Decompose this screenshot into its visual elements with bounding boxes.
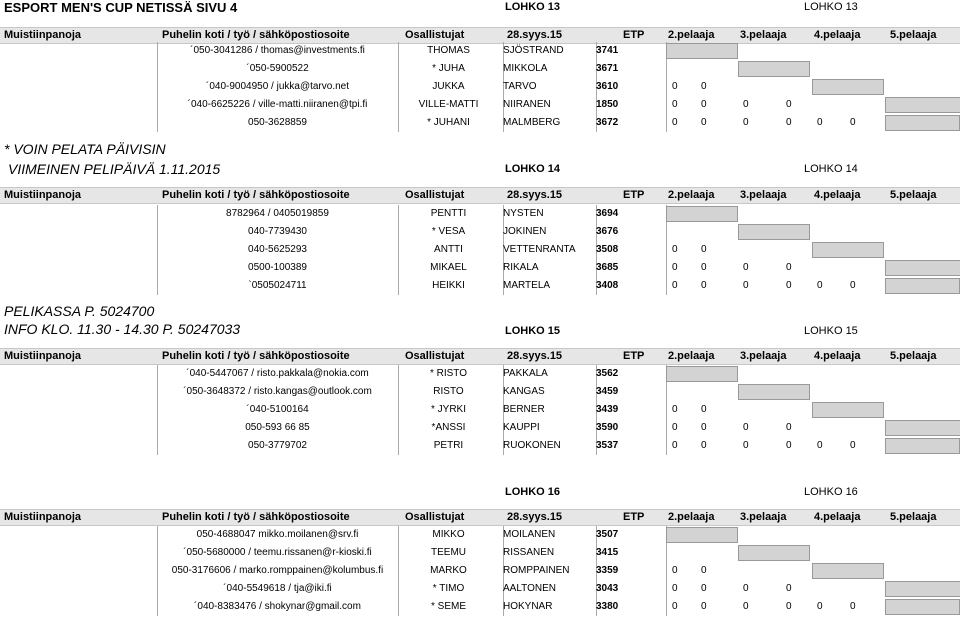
self-match-cell <box>885 438 960 454</box>
self-match-cell <box>738 224 810 240</box>
group-label: LOHKO 16 <box>505 486 561 498</box>
score-cell: 3685 <box>596 262 619 273</box>
column-header: 28.syys.15 <box>507 189 563 201</box>
last-name-cell: JOKINEN <box>503 226 547 237</box>
score-cell: 3408 <box>596 280 619 291</box>
result-cell: 0 <box>743 440 749 451</box>
column-header: Osallistujat <box>405 29 465 41</box>
score-cell: 3671 <box>596 63 619 74</box>
column-header: 4.pelaaja <box>814 511 861 523</box>
self-match-cell <box>885 260 960 276</box>
column-header: ETP <box>623 350 645 362</box>
table-header <box>0 348 960 365</box>
first-name-cell: * SEME <box>430 601 466 612</box>
phone-cell: 0500-100389 <box>248 262 307 273</box>
last-name-cell: BERNER <box>503 404 545 415</box>
score-cell: 3508 <box>596 244 619 255</box>
phone-cell: ´050-3041286 / thomas@investments.fi <box>190 45 365 56</box>
phone-cell: 050-3779702 <box>248 440 307 451</box>
last-name-cell: RISSANEN <box>503 547 555 558</box>
score-cell: 3537 <box>596 440 619 451</box>
last-name-cell: NIIRANEN <box>503 99 551 110</box>
phone-cell: ´050-5900522 <box>246 63 309 74</box>
result-cell: 0 <box>672 440 678 451</box>
last-name-cell: ROMPPAINEN <box>503 565 570 576</box>
result-cell: 0 <box>672 117 678 128</box>
cell-divider <box>666 241 667 259</box>
result-cell: 0 <box>701 99 707 110</box>
self-match-cell <box>885 115 960 131</box>
result-cell: 0 <box>786 601 792 612</box>
self-match-cell <box>666 527 738 543</box>
column-header: 4.pelaaja <box>814 29 861 41</box>
last-name-cell: SJÖSTRAND <box>503 45 564 56</box>
table-row <box>0 580 960 598</box>
column-header: 5.pelaaja <box>890 350 937 362</box>
result-cell: 0 <box>701 404 707 415</box>
group-label-right: LOHKO 13 <box>804 1 858 13</box>
column-header: 28.syys.15 <box>507 350 563 362</box>
first-name-cell: VILLE-MATTI <box>418 99 479 110</box>
first-name-cell: MIKKO <box>432 529 465 540</box>
table-row <box>0 401 960 419</box>
column-header: 3.pelaaja <box>740 350 787 362</box>
result-cell: 0 <box>850 440 856 451</box>
table-row <box>0 60 960 78</box>
group-label-right: LOHKO 15 <box>804 325 858 337</box>
phone-cell: 050-3628859 <box>248 117 307 128</box>
result-cell: 0 <box>672 422 678 433</box>
score-cell: 3359 <box>596 565 619 576</box>
phone-cell: 040-7739430 <box>248 226 307 237</box>
table-row <box>0 544 960 562</box>
column-header: Muistiinpanoja <box>4 29 81 41</box>
cell-divider <box>666 78 667 96</box>
column-header: 5.pelaaja <box>890 511 937 523</box>
score-cell: 3694 <box>596 208 619 219</box>
table-row <box>0 598 960 616</box>
first-name-cell: PETRI <box>433 440 464 451</box>
table-row <box>0 241 960 259</box>
phone-cell: ´040-5447067 / risto.pakkala@nokia.com <box>186 368 369 379</box>
phone-cell: 040-5625293 <box>248 244 307 255</box>
group-label: LOHKO 13 <box>505 1 561 13</box>
table-row <box>0 96 960 114</box>
result-cell: 0 <box>701 117 707 128</box>
last-name-cell: KAUPPI <box>503 422 540 433</box>
last-name-cell: TARVO <box>503 81 537 92</box>
result-cell: 0 <box>786 117 792 128</box>
column-header: Muistiinpanoja <box>4 511 81 523</box>
result-cell: 0 <box>701 583 707 594</box>
result-cell: 0 <box>786 262 792 273</box>
last-name-cell: MALMBERG <box>503 117 561 128</box>
first-name-cell: * TIMO <box>432 583 465 594</box>
self-match-cell <box>738 61 810 77</box>
result-cell: 0 <box>743 280 749 291</box>
result-cell: 0 <box>701 565 707 576</box>
table-row <box>0 526 960 544</box>
column-header: 5.pelaaja <box>890 29 937 41</box>
cell-divider <box>666 223 667 241</box>
last-name-cell: PAKKALA <box>503 368 548 379</box>
result-cell: 0 <box>672 81 678 92</box>
first-name-cell: *ANSSI <box>431 422 466 433</box>
table-row <box>0 365 960 383</box>
column-header: Muistiinpanoja <box>4 189 81 201</box>
first-name-cell: * VESA <box>431 226 466 237</box>
score-cell: 3043 <box>596 583 619 594</box>
first-name-cell: * RISTO <box>429 368 468 379</box>
last-name-cell: MARTELA <box>503 280 551 291</box>
group-label: LOHKO 15 <box>505 325 561 337</box>
table-row <box>0 259 960 277</box>
last-name-cell: HOKYNAR <box>503 601 553 612</box>
result-cell: 0 <box>786 583 792 594</box>
table-header <box>0 509 960 526</box>
last-name-cell: RUOKONEN <box>503 440 561 451</box>
result-cell: 0 <box>850 117 856 128</box>
cell-divider <box>666 383 667 401</box>
cell-divider <box>666 259 667 277</box>
result-cell: 0 <box>701 280 707 291</box>
first-name-cell: JUKKA <box>432 81 465 92</box>
column-header: 2.pelaaja <box>668 511 715 523</box>
table-row <box>0 78 960 96</box>
self-match-cell <box>812 563 884 579</box>
column-header: ETP <box>623 189 645 201</box>
column-header: 4.pelaaja <box>814 189 861 201</box>
column-header: Osallistujat <box>405 511 465 523</box>
cell-divider <box>666 544 667 562</box>
score-cell: 3507 <box>596 529 619 540</box>
result-cell: 0 <box>743 262 749 273</box>
note-weekdays: * VOIN PELATA PÄIVISIN <box>4 141 166 157</box>
score-cell: 3741 <box>596 45 619 56</box>
column-header: 28.syys.15 <box>507 511 563 523</box>
self-match-cell <box>885 581 960 597</box>
score-cell: 3676 <box>596 226 619 237</box>
first-name-cell: TEEMU <box>431 547 466 558</box>
result-cell: 0 <box>743 99 749 110</box>
cell-divider <box>666 401 667 419</box>
result-cell: 0 <box>786 440 792 451</box>
result-cell: 0 <box>786 422 792 433</box>
self-match-cell <box>738 545 810 561</box>
result-cell: 0 <box>701 601 707 612</box>
result-cell: 0 <box>672 262 678 273</box>
result-cell: 0 <box>817 601 823 612</box>
result-cell: 0 <box>817 440 823 451</box>
note-last-day: VIIMEINEN PELIPÄIVÄ 1.11.2015 <box>8 161 221 177</box>
first-name-cell: ANTTI <box>434 244 463 255</box>
table-row <box>0 223 960 241</box>
column-header: 2.pelaaja <box>668 189 715 201</box>
result-cell: 0 <box>672 583 678 594</box>
column-header: 2.pelaaja <box>668 350 715 362</box>
cell-divider <box>666 60 667 78</box>
self-match-cell <box>885 97 960 113</box>
result-cell: 0 <box>786 99 792 110</box>
result-cell: 0 <box>743 601 749 612</box>
group-label: LOHKO 14 <box>505 163 561 175</box>
column-header: Muistiinpanoja <box>4 350 81 362</box>
last-name-cell: MOILANEN <box>503 529 556 540</box>
column-header: 3.pelaaja <box>740 29 787 41</box>
self-match-cell <box>885 278 960 294</box>
phone-cell: 8782964 / 0405019859 <box>226 208 329 219</box>
score-cell: 3380 <box>596 601 619 612</box>
result-cell: 0 <box>701 422 707 433</box>
last-name-cell: NYSTEN <box>503 208 544 219</box>
result-cell: 0 <box>743 422 749 433</box>
result-cell: 0 <box>817 117 823 128</box>
first-name-cell: MIKAEL <box>430 262 467 273</box>
page-title: ESPORT MEN'S CUP NETISSÄ SIVU 4 <box>4 0 238 15</box>
self-match-cell <box>812 79 884 95</box>
first-name-cell: * JYRKI <box>430 404 466 415</box>
self-match-cell <box>666 43 738 59</box>
result-cell: 0 <box>743 583 749 594</box>
self-match-cell <box>885 420 960 436</box>
score-cell: 3415 <box>596 547 619 558</box>
note-info: INFO KLO. 11.30 - 14.30 P. 50247033 <box>4 321 241 337</box>
first-name-cell: * JUHA <box>432 63 465 74</box>
result-cell: 0 <box>743 117 749 128</box>
cell-divider <box>666 419 667 437</box>
column-header: ETP <box>623 29 645 41</box>
table-row <box>0 205 960 223</box>
result-cell: 0 <box>672 244 678 255</box>
column-header: 3.pelaaja <box>740 511 787 523</box>
phone-cell: ´040-5100164 <box>246 404 309 415</box>
result-cell: 0 <box>672 601 678 612</box>
column-header: ETP <box>623 511 645 523</box>
first-name-cell: * JUHANI <box>427 117 470 128</box>
table-row <box>0 114 960 132</box>
result-cell: 0 <box>786 280 792 291</box>
result-cell: 0 <box>672 99 678 110</box>
cell-divider <box>666 598 667 616</box>
score-cell: 3610 <box>596 81 619 92</box>
score-cell: 3439 <box>596 404 619 415</box>
table-row <box>0 42 960 60</box>
column-header: Puhelin koti / työ / sähköpostiosoite <box>162 350 350 362</box>
column-header: Puhelin koti / työ / sähköpostiosoite <box>162 189 350 201</box>
first-name-cell: PENTTI <box>430 208 467 219</box>
table-row <box>0 277 960 295</box>
column-header: Puhelin koti / työ / sähköpostiosoite <box>162 511 350 523</box>
table-row <box>0 383 960 401</box>
result-cell: 0 <box>850 601 856 612</box>
table-row <box>0 437 960 455</box>
self-match-cell <box>666 206 738 222</box>
last-name-cell: VETTENRANTA <box>503 244 576 255</box>
score-cell: 3590 <box>596 422 619 433</box>
cell-divider <box>666 114 667 132</box>
result-cell: 0 <box>672 404 678 415</box>
phone-cell: ´040-9004950 / jukka@tarvo.net <box>205 81 350 92</box>
table-row <box>0 562 960 580</box>
phone-cell: ´040-6625226 / ville-matti.niiranen@tpi.fi <box>187 99 368 110</box>
score-cell: 1850 <box>596 99 619 110</box>
last-name-cell: MIKKOLA <box>503 63 548 74</box>
column-header: 28.syys.15 <box>507 29 563 41</box>
column-header: 4.pelaaja <box>814 350 861 362</box>
cell-divider <box>666 562 667 580</box>
column-header: 2.pelaaja <box>668 29 715 41</box>
first-name-cell: HEIKKI <box>432 280 465 291</box>
result-cell: 0 <box>701 262 707 273</box>
phone-cell: ´050-5680000 / teemu.rissanen@r-kioski.fi <box>183 547 372 558</box>
group-label-right: LOHKO 16 <box>804 486 858 498</box>
self-match-cell <box>812 242 884 258</box>
cell-divider <box>666 96 667 114</box>
first-name-cell: THOMAS <box>427 45 470 56</box>
cell-divider <box>666 437 667 455</box>
self-match-cell <box>885 599 960 615</box>
column-header: Osallistujat <box>405 350 465 362</box>
column-header: 3.pelaaja <box>740 189 787 201</box>
cell-divider <box>666 580 667 598</box>
table-row <box>0 419 960 437</box>
last-name-cell: RIKALA <box>503 262 539 273</box>
phone-cell: `0505024711 <box>248 280 307 291</box>
score-cell: 3672 <box>596 117 619 128</box>
result-cell: 0 <box>850 280 856 291</box>
result-cell: 0 <box>672 280 678 291</box>
score-cell: 3562 <box>596 368 619 379</box>
first-name-cell: MARKO <box>430 565 467 576</box>
result-cell: 0 <box>672 565 678 576</box>
self-match-cell <box>812 402 884 418</box>
last-name-cell: AALTONEN <box>503 583 556 594</box>
result-cell: 0 <box>701 81 707 92</box>
column-header: 5.pelaaja <box>890 189 937 201</box>
result-cell: 0 <box>817 280 823 291</box>
phone-cell: ´040-8383476 / shokynar@gmail.com <box>194 601 361 612</box>
column-header: Osallistujat <box>405 189 465 201</box>
phone-cell: ´040-5549618 / tja@iki.fi <box>223 583 332 594</box>
phone-cell: 050-4688047 mikko.moilanen@srv.fi <box>196 529 359 540</box>
result-cell: 0 <box>701 440 707 451</box>
phone-cell: ´050-3648372 / risto.kangas@outlook.com <box>183 386 372 397</box>
last-name-cell: KANGAS <box>503 386 545 397</box>
cell-divider <box>666 277 667 295</box>
score-cell: 3459 <box>596 386 619 397</box>
column-header: Puhelin koti / työ / sähköpostiosoite <box>162 29 350 41</box>
group-label-right: LOHKO 14 <box>804 163 858 175</box>
self-match-cell <box>738 384 810 400</box>
self-match-cell <box>666 366 738 382</box>
phone-cell: 050-593 66 85 <box>245 422 310 433</box>
result-cell: 0 <box>701 244 707 255</box>
phone-cell: 050-3176606 / marko.romppainen@kolumbus.fi <box>171 565 384 576</box>
first-name-cell: RISTO <box>433 386 464 397</box>
table-header <box>0 187 960 204</box>
note-payment: PELIKASSA P. 5024700 <box>4 303 155 319</box>
